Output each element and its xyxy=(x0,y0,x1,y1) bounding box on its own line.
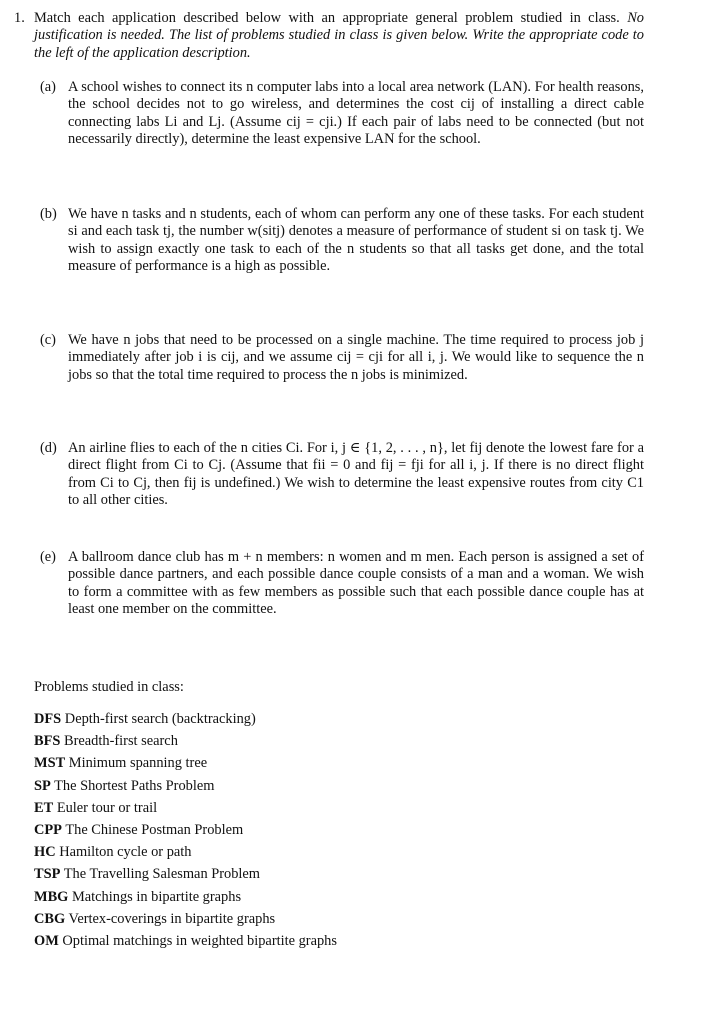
problem-code: MST xyxy=(34,755,66,772)
question-instructions: No justification is needed. The list of problems studied in class is given below. Write the appropriate code to the left of the application description. xyxy=(34,10,644,61)
part-text: We have n jobs that need to be processed on a single machine. The time required to process job j immediately after job i is cij, and we assume cij = cji for all i, j. We would like to sequence the n jobs so that the total time required to process the n jobs is minimized. xyxy=(68,332,644,383)
part-text: An airline flies to each of the n cities Ci. For i, j ∈ {1, 2, . . . , n}, let fij denote the lowest fare for a direct flight from Ci to Cj. (Assume that fii = 0 and fij = fji for all i, j. If there is no direct flight from Ci to Cj, then fij is undefined.) We wish to determine the least expensive routes from city C1 to all other cities. xyxy=(68,440,644,509)
problem-code: HC xyxy=(34,844,56,861)
list-item xyxy=(34,708,337,730)
problem-name: The Shortest Paths Problem xyxy=(54,777,215,794)
part-b xyxy=(40,206,644,276)
part-text: A school wishes to connect its n computer labs into a local area network (LAN). For health reasons, the school decides not to go wireless, and determines the cost cij of installing a direct cable connecting labs Li and Lj. (Assume cij = cji.) If each pair of labs need to be connected (but not necessarily directly), determine the least expensive LAN for the school. xyxy=(68,79,644,148)
part-label: (e) xyxy=(40,549,56,565)
question-statement xyxy=(34,10,644,62)
part-text: We have n tasks and n students, each of whom can perform any one of these tasks. For each student si and each task tj, the number w(sitj) denotes a measure of performance of student si on task tj. We wish to assign exactly one task to each of the n students so that all tasks get done, and the total measure of performance is a high as possible. xyxy=(68,206,644,275)
list-item xyxy=(34,930,337,952)
list-item xyxy=(34,886,337,908)
problem-name: Breadth-first search xyxy=(64,733,178,750)
problem-name: Optimal matchings in weighted bipartite graphs xyxy=(62,932,337,949)
list-item xyxy=(34,752,337,774)
part-c xyxy=(40,332,644,384)
part-label: (c) xyxy=(40,332,56,348)
problem-name: Hamilton cycle or path xyxy=(59,844,192,861)
problems-heading: Problems studied in class: xyxy=(34,679,184,695)
list-item xyxy=(34,797,337,819)
part-label: (d) xyxy=(40,440,57,456)
problem-code: BFS xyxy=(34,733,61,750)
problem-code: CBG xyxy=(34,910,66,927)
problem-name: The Chinese Postman Problem xyxy=(65,821,244,838)
problem-code: OM xyxy=(34,932,59,949)
problem-code: CPP xyxy=(34,821,62,838)
problem-code: DFS xyxy=(34,711,62,727)
problem-name: Vertex-coverings in bipartite graphs xyxy=(68,910,276,927)
part-text: A ballroom dance club has m + n members: n women and m men. Each person is assigned a set of possible dance partners, and each possible dance couple consists of a man and a woman. We wish to form a committee with as few members as possible such that each possible dance couple has at least one member on the committee. xyxy=(68,549,644,618)
part-a xyxy=(40,79,644,149)
part-d xyxy=(40,440,644,510)
list-item xyxy=(34,908,337,930)
list-item xyxy=(34,841,337,863)
list-item xyxy=(34,775,337,797)
part-label: (b) xyxy=(40,206,57,222)
list-item xyxy=(34,819,337,841)
problem-code: TSP xyxy=(34,866,61,883)
problem-name: Depth-first search (backtracking) xyxy=(64,711,256,727)
problems-list xyxy=(34,708,337,952)
problem-code: MBG xyxy=(34,888,69,905)
list-item xyxy=(34,730,337,752)
part-e xyxy=(40,549,644,619)
problem-name: Minimum spanning tree xyxy=(68,755,208,772)
question-intro: Match each application described below with an appropriate general problem studied in class. xyxy=(34,10,620,26)
problem-name: The Travelling Salesman Problem xyxy=(63,866,261,883)
list-item xyxy=(34,863,337,885)
problem-name: Matchings in bipartite graphs xyxy=(71,888,242,905)
problem-name: Euler tour or trail xyxy=(56,799,158,816)
question-1 xyxy=(14,10,644,62)
part-label: (a) xyxy=(40,79,56,95)
problem-code: SP xyxy=(34,777,51,794)
problem-code: ET xyxy=(34,799,54,816)
question-number: 1. xyxy=(14,10,25,26)
